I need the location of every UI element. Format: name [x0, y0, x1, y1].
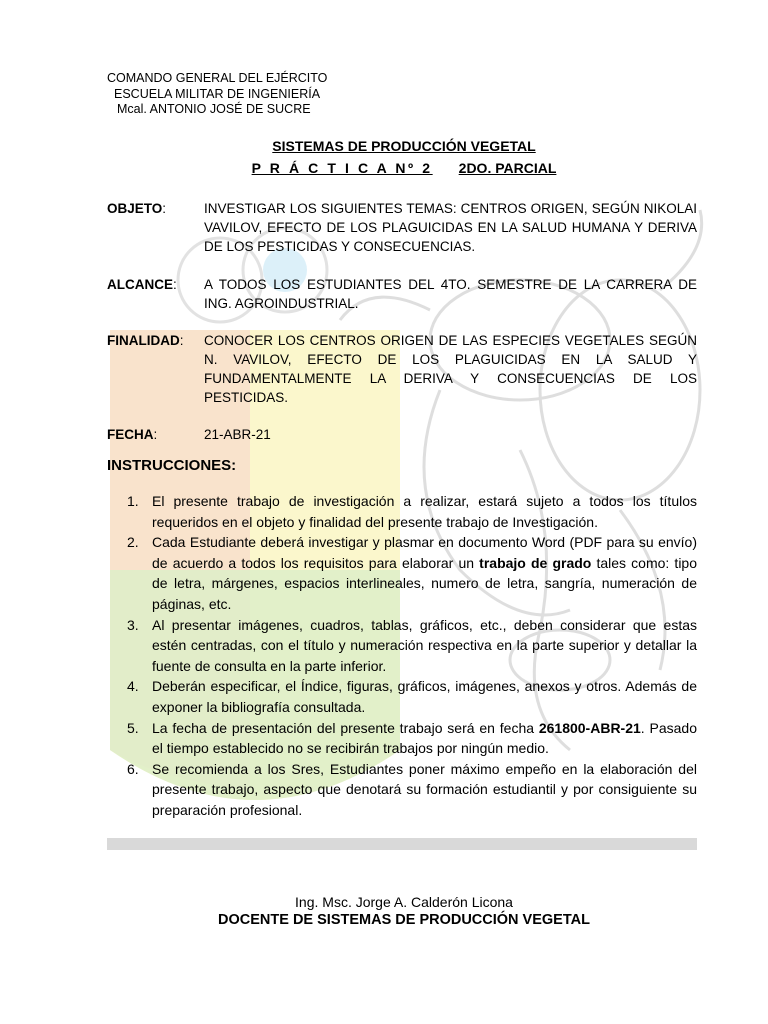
field-alcance [107, 275, 697, 313]
institution-header [107, 71, 327, 118]
signature-name: Ing. Msc. Jorge A. Calderón Licona [295, 894, 513, 910]
instructions-list [107, 491, 697, 821]
field-label: FECHA: [107, 427, 158, 442]
instructions-title: INSTRUCCIONES: [107, 457, 237, 474]
signature-role: DOCENTE DE SISTEMAS DE PRODUCCIÓN VEGETAL [218, 912, 590, 928]
practice-title [0, 160, 768, 176]
list-item: 4. Deberán especificar, el Índice, figuras, gráficos, imágenes, anexos y otros. Además de exponer la bibliografía consultada. [127, 678, 697, 715]
field-objeto [107, 199, 697, 256]
practice-number: P R Á C T I C A Nº 2 [251, 160, 433, 176]
header-line-2: ESCUELA MILITAR DE INGENIERÍA [114, 86, 321, 101]
field-value: 21-ABR-21 [204, 427, 271, 442]
list-item: 1. El presente trabajo de investigación a realizar, estará sujeto a todos los títulos requeridos en el objeto y finalidad del presente trabajo de Investigación. [127, 493, 697, 530]
field-label: ALCANCE: [107, 277, 177, 292]
field-fecha [107, 425, 697, 444]
list-item: 2. Cada Estudiante deberá investigar y plasmar en documento Word (PDF para su envío) de acuerdo a todos los requisitos para elaborar un trabajo de grado tales como: tipo de letra, márgenes, espacios interlineales, numero de letra, sangría, numeración de páginas, etc. [127, 534, 698, 612]
field-label: OBJETO: [107, 201, 167, 216]
field-label: FINALIDAD: [107, 333, 184, 348]
field-value: A TODOS LOS ESTUDIANTES DEL 4TO. SEMESTRE DE LA CARRERA DE ING. AGROINDUSTRIAL. [204, 277, 697, 311]
list-item: 3. Al presentar imágenes, cuadros, tablas, gráficos, etc., deben considerar que estas estén centradas, con el título y numeración respectiva en la parte superior y detallar la fuente de consulta en la parte inferior. [127, 616, 697, 674]
partial-label: 2DO. PARCIAL [458, 160, 557, 176]
field-value: CONOCER LOS CENTROS ORIGEN DE LAS ESPECIES VEGETALES SEGÚN N. VAVILOV, EFECTO DE LOS PLAGUICIDAS EN LA SALUD Y FUNDAMENTALMENTE LA DERIVA Y CONSECUENCIAS DE LOS PESTICIDAS. [204, 333, 697, 405]
subject-title: SISTEMAS DE PRODUCCIÓN VEGETAL [272, 138, 536, 154]
divider-bar [107, 838, 697, 850]
list-item: 6. Se recomienda a los Sres, Estudiantes poner máximo empeño en la elaboración del presente trabajo, aspecto que denotará su formación estudiantil y por consiguiente su preparación profesional. [127, 760, 697, 818]
field-value: INVESTIGAR LOS SIGUIENTES TEMAS: CENTROS ORIGEN, SEGÚN NIKOLAI VAVILOV, EFECTO DE LOS PLAGUICIDAS EN LA SALUD HUMANA Y DERIVA DE LOS PESTICIDAS Y CONSECUENCIAS. [204, 201, 697, 254]
list-item: 5. La fecha de presentación del presente trabajo será en fecha 261800-ABR-21. Pasado el tiempo establecido no se recibirán trabajos por ningún medio. [127, 719, 697, 757]
header-line-3: Mcal. ANTONIO JOSÉ DE SUCRE [117, 102, 311, 116]
field-finalidad [107, 331, 697, 407]
header-line-1: COMANDO GENERAL DEL EJÉRCITO [107, 71, 328, 85]
